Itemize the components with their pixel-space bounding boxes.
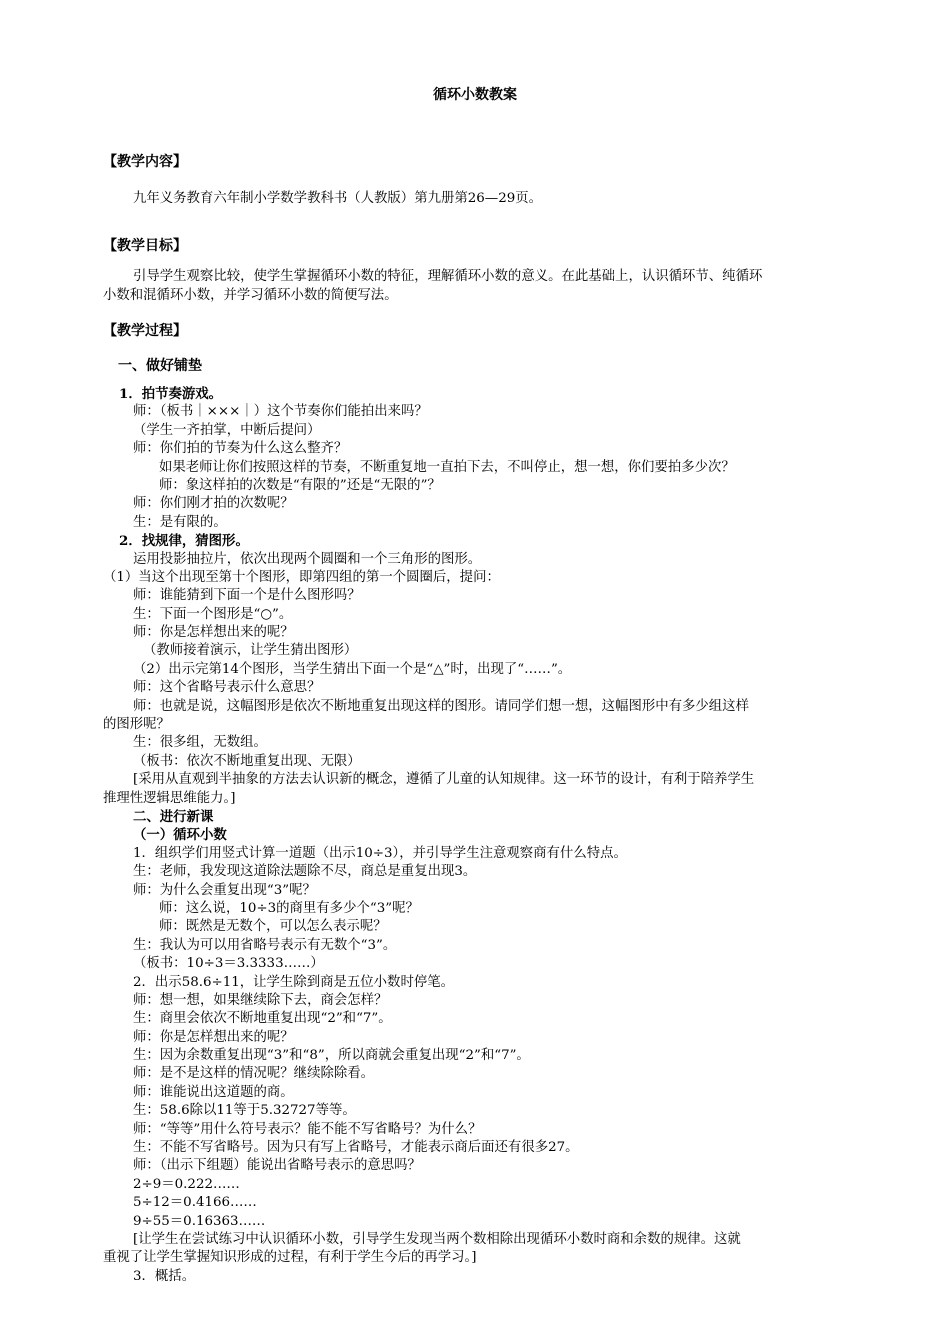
- body-line: （板书：10÷3＝3.3333……）: [133, 956, 324, 972]
- body-line: 1．组织学们用竖式计算一道题（出示10÷3），并引导学生注意观察商有什么特点。: [133, 845, 627, 861]
- body-line: 1．拍节奏游戏。: [119, 386, 223, 402]
- body-line: （学生一齐拍掌，中断后提问）: [133, 422, 321, 438]
- heading-part-one: 一、做好铺垫: [118, 358, 202, 374]
- body-line: 推理性逻辑思维能力。]: [103, 790, 236, 806]
- body-line: 师：你们刚才拍的次数呢？: [133, 496, 294, 512]
- heading-teaching-content: 【教学内容】: [103, 154, 187, 170]
- body-line: 师：既然是无数个，可以怎么表示呢？: [159, 919, 387, 935]
- body-line: 师：为什么会重复出现“3”呢？: [133, 882, 316, 898]
- body-line: 如果老师让你们按照这样的节奏，不断重复地一直拍下去，不叫停止，想一想，你们要拍多少次？: [159, 459, 735, 475]
- body-line: 2．出示58.6÷11，让学生除到商是五位小数时停笔。: [133, 974, 455, 990]
- body-line: 5÷12＝0.4166……: [133, 1195, 257, 1211]
- body-line: 师：你是怎样想出来的呢？: [133, 1029, 294, 1045]
- body-line: 运用投影抽拉片，依次出现两个圆圈和一个三角形的图形。: [133, 551, 482, 567]
- body-line: 生：58.6除以11等于5.32727等等。: [133, 1103, 356, 1119]
- body-line: 师：谁能说出这道题的商。: [133, 1084, 294, 1100]
- teaching-content-text: 九年义务教育六年制小学数学教科书（人教版）第九册第26—29页。: [133, 191, 543, 206]
- body-line: 师：是不是这样的情况呢？继续除除看。: [133, 1066, 375, 1082]
- body-line: 二、进行新课: [133, 808, 214, 825]
- body-line: 师：你是怎样想出来的呢？: [133, 625, 294, 641]
- body-line: 2÷9＝0.222……: [133, 1176, 240, 1192]
- body-line: 生：不能不写省略号。因为只有写上省略号，才能表示商后面还有很多27。: [133, 1140, 579, 1156]
- body-line: 师：这么说，10÷3的商里有多少个“3”呢？: [159, 900, 419, 916]
- body-line: 师：你们拍的节奏为什么这么整齐？: [133, 441, 348, 457]
- body-line: （1）当这个出现至第十个图形，即第四组的第一个圆圈后，提问：: [103, 569, 500, 585]
- body-line: 重视了让学生掌握知识形成的过程，有利于学生今后的再学习。]: [103, 1250, 477, 1266]
- body-line: 师：（板书｜×××｜）这个节奏你们能拍出来吗？: [133, 404, 428, 420]
- lesson-body: [103, 385, 754, 1286]
- teaching-goal-line-1: 引导学生观察比较，使学生掌握循环小数的特征，理解循环小数的意义。在此基础上，认识循环节、纯循环: [133, 269, 763, 284]
- body-line: [采用从直观到半抽象的方法去认识新的概念，遵循了儿童的认知规律。这一环节的设计，有利于陪养学生: [133, 772, 755, 788]
- body-line: 师：谁能猜到下面一个是什么图形吗？: [133, 588, 361, 604]
- body-line: 生：下面一个图形是“○”。: [133, 606, 293, 622]
- body-line: 生：因为余数重复出现“3”和“8”，所以商就会重复出现“2”和“7”。: [133, 1048, 530, 1064]
- body-line: 3．概括。: [133, 1268, 196, 1284]
- body-line: 师：想一想，如果继续除下去，商会怎样？: [133, 992, 388, 1008]
- body-line: （教师接着演示，让学生猜出图形）: [143, 643, 358, 659]
- heading-teaching-process: 【教学过程】: [103, 323, 187, 339]
- body-line: 生：商里会依次不断地重复出现“2”和“7”。: [133, 1011, 392, 1027]
- body-line: 生：是有限的。: [133, 514, 227, 530]
- document-title: 循环小数教案: [433, 87, 517, 103]
- body-line: 生：很多组，无数组。: [133, 735, 267, 751]
- body-line: 师：“等等”用什么符号表示？能不能不写省略号？为什么？: [133, 1121, 482, 1137]
- body-line: 2．找规律，猜图形。: [119, 533, 249, 550]
- body-line: （2）出示完第14个图形，当学生猜出下面一个是“△”时，出现了“……”。: [133, 661, 572, 677]
- body-line: 师：（出示下组题）能说出省略号表示的意思吗？: [133, 1158, 421, 1174]
- heading-teaching-goal: 【教学目标】: [103, 238, 187, 254]
- body-line: （一）循环小数: [133, 827, 227, 844]
- body-line: 9÷55＝0.16363……: [133, 1213, 266, 1229]
- body-line: [让学生在尝试练习中认识循环小数，引导学生发现当两个数相除出现循环小数时商和余数的规律。这就: [133, 1231, 741, 1247]
- body-line: （板书：依次不断地重复出现、无限）: [133, 753, 361, 769]
- body-line: 生：我认为可以用省略号表示有无数个“3”。: [133, 937, 397, 953]
- body-line: 师：象这样拍的次数是“有限的”还是“无限的”？: [159, 477, 441, 493]
- body-line: 师：这个省略号表示什么意思？: [133, 680, 321, 696]
- teaching-goal-line-2: 小数和混循环小数，并学习循环小数的简便写法。: [103, 288, 398, 303]
- body-line: 的图形呢？: [103, 717, 170, 733]
- body-line: 生：老师，我发现这道除法题除不尽，商总是重复出现3。: [133, 864, 477, 880]
- body-line: 师：也就是说，这幅图形是依次不断地重复出现这样的图形。请同学们想一想，这幅图形中有多少组这样: [133, 698, 749, 714]
